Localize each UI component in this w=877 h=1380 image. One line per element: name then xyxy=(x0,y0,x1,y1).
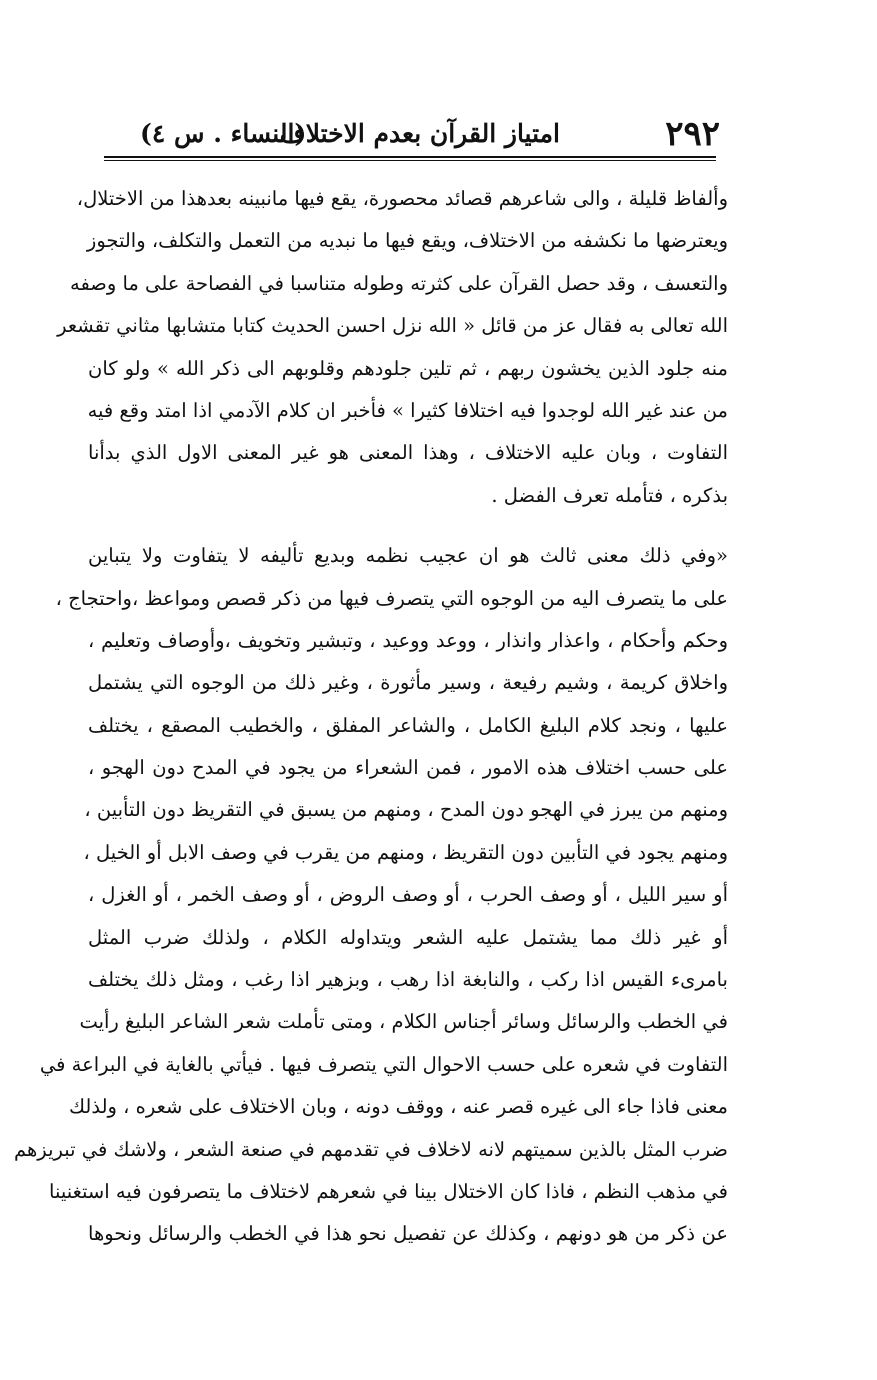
text-line: أو غير ذلك مما يشتمل عليه الشعر ويتداوله الكلام ، ولذلك ضرب المثل xyxy=(88,925,728,949)
paragraph-1 xyxy=(57,178,728,517)
page-body xyxy=(14,178,728,1256)
text-line: ومنهم من يبرز في الهجو دون المدح ، ومنهم من يسبق في التقريظ دون التأبين ، xyxy=(84,798,728,822)
text-line: «وفي ذلك معنى ثالث هو ان عجيب نظمه وبديع تأليفه لا يتفاوت ولا يتباين xyxy=(88,544,728,568)
text-line: في مذهب النظم ، فاذا كان الاختلال بينا في شعرهم لاختلاف ما يتصرفون فيه استغنينا xyxy=(49,1179,728,1203)
text-line: ومنهم يجود في التأبين دون التقريظ ، ومنهم من يقرب في وصف الابل أو الخيل ، xyxy=(83,840,728,864)
paragraph-gap xyxy=(88,517,728,535)
text-line: الله تعالى به فقال عز من قائل « الله نزل احسن الحديث كتابا متشابها مثاني تقشعر xyxy=(57,314,728,338)
text-line: بامرىء القيس اذا ركب ، والنابغة اذا رهب ، وبزهير اذا رغب ، ومثل ذلك يختلف xyxy=(88,968,728,992)
text-line: عليها ، ونجد كلام البليغ الكامل ، والشاعر المفلق ، والخطيب المصقع ، يختلف xyxy=(88,713,728,737)
text-line: ويعترضها ما نكشفه من الاختلاف، ويقع فيها ما نبديه من التعمل والتكلف، والتجوز xyxy=(86,229,728,253)
text-line: من عند غير الله لوجدوا فيه اختلافا كثيرا » فأخبر ان كلام الآدمي اذا امتد وقع فيه xyxy=(87,398,728,422)
page-number: ٢٩٢ xyxy=(665,114,720,154)
paragraph-2 xyxy=(14,535,728,1256)
header-rule xyxy=(104,156,716,161)
running-title: امتياز القرآن بعدم الاختلاف xyxy=(279,119,560,148)
text-line: ضرب المثل بالذين سميتهم لانه لاخلاف في تقدمهم في صنعة الشعر ، ولاشك في تبريزهم xyxy=(14,1137,728,1161)
page-header xyxy=(100,112,720,156)
text-line: واخلاق كريمة ، وشيم رفيعة ، وسير مأثورة ، وغير ذلك من الوجوه التي يشتمل xyxy=(88,671,728,695)
text-line: عن ذكر من هو دونهم ، وكذلك عن تفصيل نحو هذا في الخطب والرسائل ونحوها xyxy=(88,1222,728,1246)
text-line: منه جلود الذين يخشون ربهم ، ثم تلين جلودهم وقلوبهم الى ذكر الله » ولو كان xyxy=(88,356,728,380)
text-line: وألفاظ قليلة ، والى شاعرهم قصائد محصورة، يقع فيها مانبينه بعدهذا من الاختلال، xyxy=(76,187,728,210)
text-line: وحكم وأحكام ، واعذار وانذار ، ووعد ووعيد ، وتبشير وتخويف ،وأوصاف وتعليم ، xyxy=(88,628,728,652)
sura-reference: (النساء . س ٤) xyxy=(140,119,307,148)
text-line: على ما يتصرف اليه من الوجوه التي يتصرف فيها من ذكر قصص ومواعظ ،واحتجاج ، xyxy=(55,586,728,610)
text-line: التفاوت في شعره على حسب الاحوال التي يتصرف فيها . فيأتي بالغاية في البراعة في xyxy=(39,1052,728,1076)
text-line: بذكره ، فتأمله تعرف الفضل . xyxy=(491,483,728,507)
text-line: في الخطب والرسائل وسائر أجناس الكلام ، ومتى تأملت شعر الشاعر البليغ رأيت xyxy=(79,1010,728,1034)
text-line: معنى فاذا جاء الى غيره قصر عنه ، ووقف دونه ، وبان الاختلاف على شعره ، ولذلك xyxy=(68,1095,728,1119)
text-line: أو سير الليل ، أو وصف الحرب ، أو وصف الروض ، أو وصف الخمر ، أو الغزل ، xyxy=(88,883,728,907)
text-line: على حسب اختلاف هذه الامور ، فمن الشعراء من يجود في المدح دون الهجو ، xyxy=(88,756,728,780)
text-line: والتعسف ، وقد حصل القرآن على كثرته وطوله متناسبا في الفصاحة على ما وصفه xyxy=(69,271,728,295)
text-line: التفاوت ، وبان عليه الاختلاف ، وهذا المعنى هو غير المعنى الاول الذي بدأنا xyxy=(88,441,728,465)
